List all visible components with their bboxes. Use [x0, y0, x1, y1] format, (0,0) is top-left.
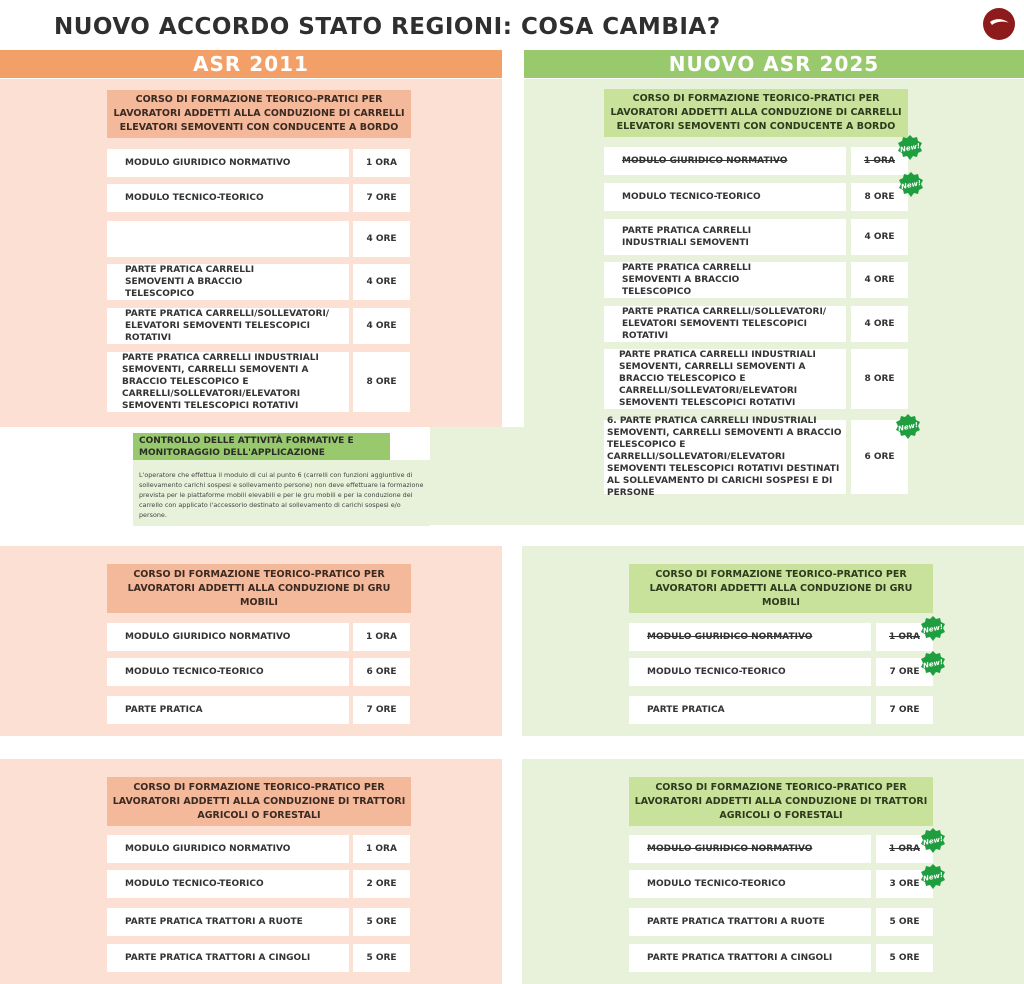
gru-new-row-value: 1 ORA	[876, 623, 933, 651]
trattori-old-row-value: 1 ORA	[353, 835, 410, 863]
carrelli-new-row-value: 1 ORA	[851, 147, 908, 175]
trattori-old-row-label: PARTE PRATICA TRATTORI A RUOTE	[107, 908, 349, 936]
trattori-new-course-title: CORSO DI FORMAZIONE TEORICO-PRATICO PER LAVORATORI ADDETTI ALLA CONDUZIONE DI TRATTORI AGRICOLI O FORESTALI	[629, 777, 933, 826]
trattori-new-row-value: 1 ORA	[876, 835, 933, 863]
carrelli-new-row-value: 8 ORE	[851, 349, 908, 409]
new-badge-icon: New!	[920, 864, 946, 890]
carrelli-new-row-value: 6 ORE	[851, 420, 908, 494]
trattori-new-row-label: PARTE PRATICA TRATTORI A RUOTE	[629, 908, 871, 936]
carrelli-old-row-label: MODULO TECNICO-TEORICO	[107, 184, 349, 212]
carrelli-old-row-value: 4 ORE	[353, 264, 410, 300]
carrelli-old-row-value: 4 ORE	[353, 308, 410, 344]
carrelli-new-row-value: 4 ORE	[851, 262, 908, 298]
gru-old-row-label: MODULO TECNICO-TEORICO	[107, 658, 349, 686]
gru-new-row-value: 7 ORE	[876, 696, 933, 724]
carrelli-old-row-value: 8 ORE	[353, 352, 410, 412]
gru-old-row-value: 6 ORE	[353, 658, 410, 686]
trattori-old-row-label: PARTE PRATICA TRATTORI A CINGOLI	[107, 944, 349, 972]
carrelli-new-row-label: 6. PARTE PRATICA CARRELLI INDUSTRIALI SEMOVENTI, CARRELLI SEMOVENTI A BRACCIO TELESCOPICO E CARRELLI/SOLLEVATORI/ELEVATORI SEMOVENTI TELESCOPICI ROTATIVI DESTINATI AL SOLLEVAMENTO DI CARICHI SOSPESI E DI PERSONE	[604, 420, 846, 494]
control-activities-text: L'operatore che effettua il modulo di cui al punto 6 (carrelli con funzioni aggiuntive di sollevamento carichi sospesi e sollevamento persone) non deve effettuare la formazione prevista per le piattaforme mobili elevabili e per le gru mobili e per la conduzione del carrello con applicato l'accessorio destinato al sollevamento di carichi sospesi e/o persone.	[133, 460, 430, 526]
carrelli-old-row-bg	[107, 221, 349, 257]
gru-new-row-value: 7 ORE	[876, 658, 933, 686]
carrelli-new-row-value: 4 ORE	[851, 306, 908, 342]
gru-new-course-title: CORSO DI FORMAZIONE TEORICO-PRATICO PER LAVORATORI ADDETTI ALLA CONDUZIONE DI GRU MOBILI	[629, 564, 933, 613]
carrelli-new-row-label: PARTE PRATICA CARRELLI/SOLLEVATORI/ ELEVATORI SEMOVENTI TELESCOPICI ROTATIVI	[622, 307, 827, 341]
asr-2011-header: ASR 2011	[0, 50, 502, 78]
gru-old-course-title: CORSO DI FORMAZIONE TEORICO-PRATICO PER LAVORATORI ADDETTI ALLA CONDUZIONE DI GRU MOBILI	[107, 564, 411, 613]
carrelli-new-row-label: PARTE PRATICA CARRELLI SEMOVENTI A BRACCIO TELESCOPICO	[622, 263, 752, 297]
carrelli-old-row-value: 1 ORA	[353, 149, 410, 177]
trattori-new-row-value: 5 ORE	[876, 908, 933, 936]
trattori-old-row-value: 5 ORE	[353, 908, 410, 936]
trattori-old-row-label: MODULO GIURIDICO NORMATIVO	[107, 835, 349, 863]
new-badge-icon: New!	[897, 135, 923, 161]
carrelli-new-row-label: MODULO TECNICO-TEORICO	[604, 183, 846, 211]
carrelli-new-row-value: 4 ORE	[851, 219, 908, 255]
carrelli-new-row-label: PARTE PRATICA CARRELLI INDUSTRIALI SEMOVENTI, CARRELLI SEMOVENTI A BRACCIO TELESCOPICO E CARRELLI/SOLLEVATORI/ELEVATORI SEMOVENTI TELESCOPICI ROTATIVI	[604, 349, 846, 409]
carrelli-old-row-label: MODULO GIURIDICO NORMATIVO	[107, 149, 349, 177]
gru-new-row-label: PARTE PRATICA	[629, 696, 871, 724]
page-title: NUOVO ACCORDO STATO REGIONI: COSA CAMBIA?	[54, 14, 721, 40]
carrelli-old-course-title: CORSO DI FORMAZIONE TEORICO-PRATICI PER LAVORATORI ADDETTI ALLA CONDUZIONE DI CARRELLI ELEVATORI SEMOVENTI CON CONDUCENTE A BORDO	[107, 90, 411, 138]
new-badge-icon: New!	[920, 651, 946, 677]
trattori-new-row-label: MODULO TECNICO-TEORICO	[629, 870, 871, 898]
carrelli-old-row-label: PARTE PRATICA CARRELLI/SOLLEVATORI/ ELEVATORI SEMOVENTI TELESCOPICI ROTATIVI	[125, 309, 330, 343]
gru-new-row-label: MODULO TECNICO-TEORICO	[629, 658, 871, 686]
gru-old-row-value: 1 ORA	[353, 623, 410, 651]
trattori-old-row-value: 5 ORE	[353, 944, 410, 972]
new-badge-icon: New!	[920, 828, 946, 854]
trattori-new-row-value: 5 ORE	[876, 944, 933, 972]
trattori-old-course-title: CORSO DI FORMAZIONE TEORICO-PRATICO PER LAVORATORI ADDETTI ALLA CONDUZIONE DI TRATTORI AGRICOLI O FORESTALI	[107, 777, 411, 826]
carrelli-old-row-label: PARTE PRATICA CARRELLI INDUSTRIALI SEMOVENTI, CARRELLI SEMOVENTI A BRACCIO TELESCOPICO E CARRELLI/SOLLEVATORI/ELEVATORI SEMOVENTI TELESCOPICI ROTATIVI	[107, 352, 349, 412]
new-badge-icon: New!	[920, 616, 946, 642]
carrelli-new-panel-connector	[430, 427, 524, 525]
asr-2025-header: NUOVO ASR 2025	[524, 50, 1024, 78]
gru-old-row-label: MODULO GIURIDICO NORMATIVO	[107, 623, 349, 651]
new-badge-icon: New!	[898, 172, 924, 198]
carrelli-old-row-value: 7 ORE	[353, 184, 410, 212]
carrelli-new-course-title: CORSO DI FORMAZIONE TEORICO-PRATICI PER LAVORATORI ADDETTI ALLA CONDUZIONE DI CARRELLI ELEVATORI SEMOVENTI CON CONDUCENTE A BORDO	[604, 89, 908, 137]
brand-logo-icon	[983, 8, 1015, 40]
trattori-old-row-value: 2 ORE	[353, 870, 410, 898]
trattori-old-row-label: MODULO TECNICO-TEORICO	[107, 870, 349, 898]
gru-old-row-value: 7 ORE	[353, 696, 410, 724]
new-badge-icon: New!	[895, 414, 921, 440]
trattori-new-row-value: 3 ORE	[876, 870, 933, 898]
trattori-new-row-label: MODULO GIURIDICO NORMATIVO	[629, 835, 871, 863]
carrelli-new-row-label: MODULO GIURIDICO NORMATIVO	[604, 147, 846, 175]
carrelli-old-row-value: 4 ORE	[353, 221, 410, 257]
carrelli-old-row-label: PARTE PRATICA CARRELLI SEMOVENTI A BRACCIO TELESCOPICO	[125, 265, 255, 299]
gru-new-row-label: MODULO GIURIDICO NORMATIVO	[629, 623, 871, 651]
gru-old-row-label: PARTE PRATICA	[107, 696, 349, 724]
control-activities-title: CONTROLLO DELLE ATTIVITÀ FORMATIVE E MONITORAGGIO DELL'APPLICAZIONE	[133, 433, 390, 460]
carrelli-new-row-value: 8 ORE	[851, 183, 908, 211]
trattori-new-row-label: PARTE PRATICA TRATTORI A CINGOLI	[629, 944, 871, 972]
carrelli-new-row-label: PARTE PRATICA CARRELLI INDUSTRIALI SEMOVENTI	[622, 226, 752, 248]
